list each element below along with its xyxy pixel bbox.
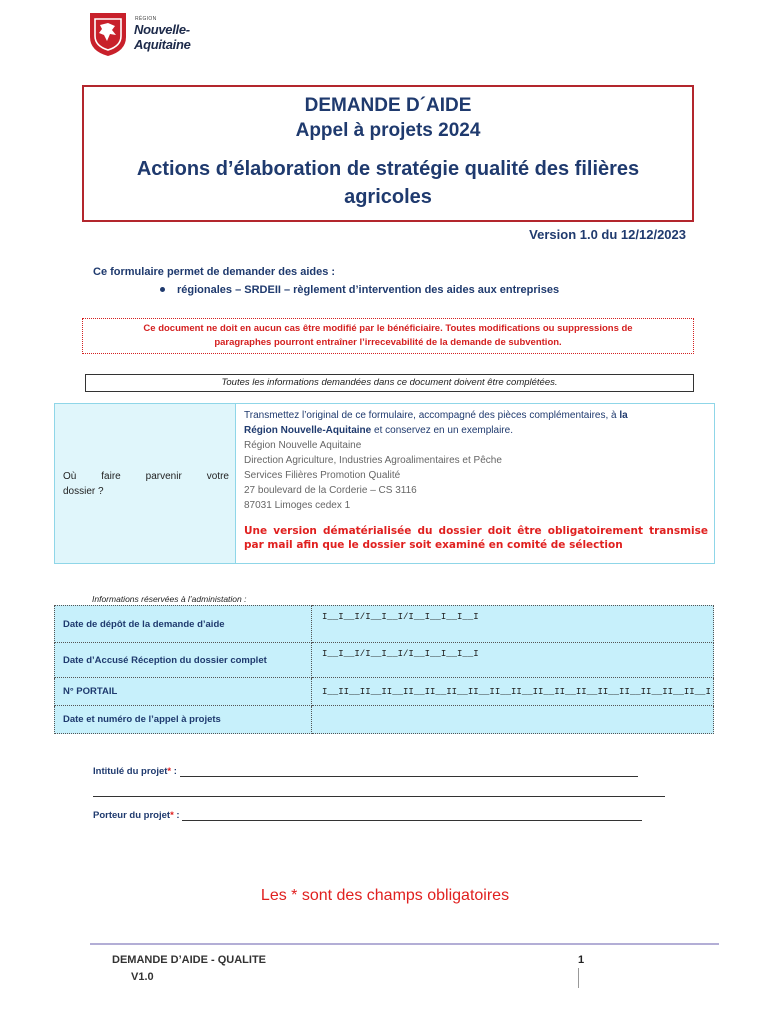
required-star: *: [170, 810, 174, 821]
version-label: Version 1.0 du 12/12/2023: [529, 227, 686, 242]
admin-row: [55, 643, 714, 678]
where-label-line2: dossier ?: [63, 486, 104, 497]
region-logo: [88, 11, 208, 59]
where-to-send-table: [54, 403, 715, 564]
admin-row-value[interactable]: I__I__I/I__I__I/I__I__I__I__I: [312, 606, 714, 643]
admin-row: [55, 706, 714, 734]
intitule-continuation-line[interactable]: [93, 796, 665, 797]
document-title: DEMANDE D´AIDE: [304, 95, 472, 116]
where-intro-end: et conservez en un exemplaire.: [371, 425, 513, 436]
admin-row-value[interactable]: I__II__II__II__II__II__II__II__II__II__II__II__II__II__II__II__II__II__I: [312, 678, 714, 706]
where-intro-text: Transmettez l’original de ce formulaire, accompagné des pièces complémentaires, à: [244, 410, 617, 421]
mandatory-note: Les * sont des champs obligatoires: [260, 887, 510, 904]
intro-bullet: [160, 284, 559, 296]
admin-row-label: Date d’Accusé Réception du dossier complet: [55, 643, 312, 678]
logo-name-line2: Aquitaine: [134, 37, 191, 52]
porteur-input[interactable]: [182, 811, 642, 821]
footer-rule: [90, 943, 719, 945]
intitule-label: Intitulé du projet: [93, 766, 168, 777]
address-line: Direction Agriculture, Industries Agroalimentaires et Pêche: [244, 455, 502, 466]
address-line: 27 boulevard de la Corderie – CS 3116: [244, 485, 417, 496]
address-line: Région Nouvelle Aquitaine: [244, 440, 362, 451]
admin-row-label: Date de dépôt de la demande d’aide: [55, 606, 312, 643]
intro-text: Ce formulaire permet de demander des aides :: [93, 266, 336, 278]
warning-line2: paragraphes pourront entraîner l’irrecevabilité de la demande de subvention.: [214, 337, 562, 348]
porteur-field: [93, 810, 642, 821]
admin-caption: Informations réservées à l’administation :: [92, 594, 247, 604]
admin-row: [55, 678, 714, 706]
admin-table: [54, 605, 714, 734]
title-box: [82, 85, 694, 222]
porteur-label: Porteur du projet: [93, 810, 171, 821]
admin-row-value[interactable]: I__I__I/I__I__I/I__I__I__I__I: [312, 643, 714, 678]
warning-line1: Ce document ne doit en aucun cas être modifié par le bénéficiaire. Toutes modifications ou suppressions de: [143, 323, 633, 334]
info-notice: Toutes les informations demandées dans ce document doivent être complétées.: [85, 374, 694, 392]
where-label-word: votre: [206, 471, 229, 482]
where-label: [63, 469, 229, 499]
admin-row-value[interactable]: [312, 706, 714, 734]
digital-copy-notice: Une version dématérialisée du dossier doit être obligatoirement transmise par mail afin que le dossier soit examiné en comité de sélection: [244, 525, 708, 551]
address-line: 87031 Limoges cedex 1: [244, 500, 351, 511]
intro-bullet-text: régionales – SRDEII – règlement d’intervention des aides aux entreprises: [177, 284, 560, 296]
intitule-input[interactable]: [180, 767, 638, 777]
required-star: *: [167, 766, 172, 777]
admin-row: [55, 606, 714, 643]
where-label-word: parvenir: [145, 471, 182, 482]
warning-box: [82, 318, 694, 354]
admin-row-label: Date et numéro de l’appel à projets: [55, 706, 312, 734]
region-shield-icon: [88, 11, 128, 57]
footer-version: V1.0: [131, 971, 154, 983]
field-colon: :: [173, 810, 180, 821]
where-label-word: faire: [101, 471, 121, 482]
where-region-name: Région Nouvelle-Aquitaine: [244, 425, 372, 436]
page-number: 1: [578, 954, 585, 966]
where-instructions: [244, 408, 708, 513]
logo-name-line1: Nouvelle-: [134, 22, 190, 37]
bullet-icon: [160, 287, 165, 292]
action-title: Actions d’élaboration de stratégie qualité des filières agricoles: [136, 158, 640, 208]
where-intro-strong1: la: [619, 410, 628, 421]
where-label-word: Où: [63, 471, 77, 482]
logo-small-text: RÉGION: [135, 16, 157, 22]
intitule-field: [93, 766, 638, 777]
address-line: Services Filières Promotion Qualité: [244, 470, 401, 481]
where-label-cell: [55, 404, 236, 563]
footer-title: DEMANDE D’AIDE - QUALITE: [112, 954, 266, 966]
footer-divider: [578, 968, 579, 988]
field-colon: :: [171, 766, 177, 777]
call-title: Appel à projets 2024: [295, 120, 481, 141]
admin-row-label: N° PORTAIL: [55, 678, 312, 706]
